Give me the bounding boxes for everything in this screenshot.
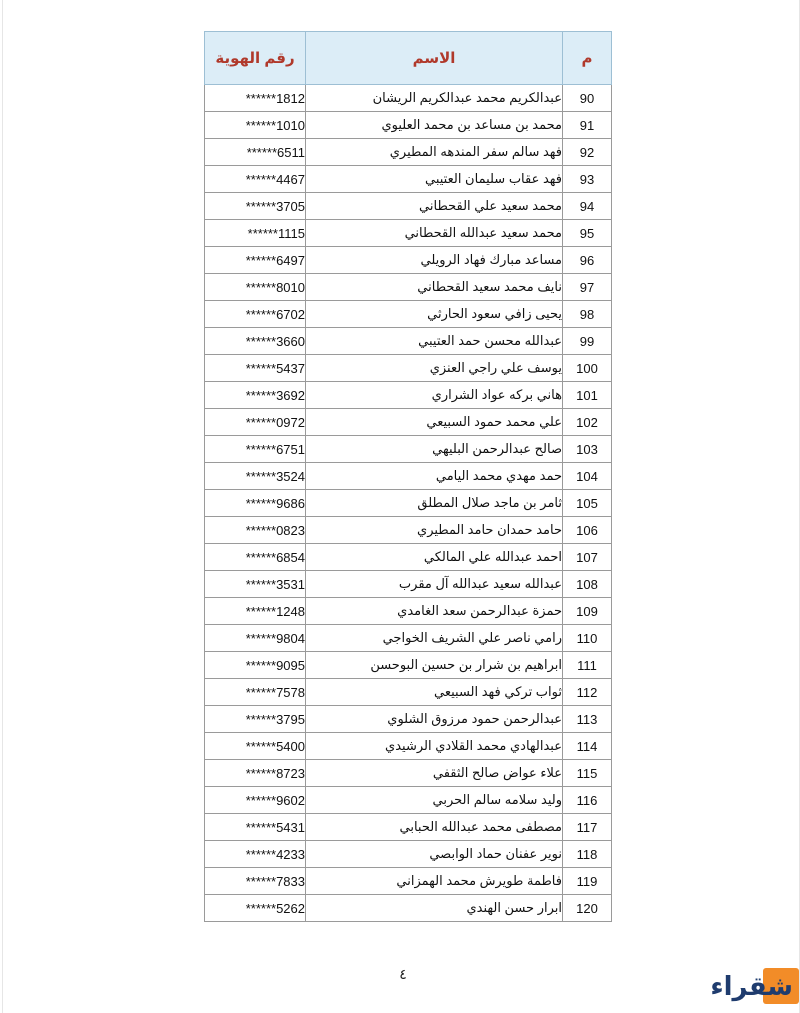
cell-number: 114 — [563, 733, 612, 760]
cell-id: ******3531 — [205, 571, 306, 598]
cell-name: علاء عواض صالح الثقفي — [306, 760, 563, 787]
table-row — [205, 544, 612, 571]
cell-id: ******0823 — [205, 517, 306, 544]
page-number: ٤ — [399, 966, 407, 982]
table-row — [205, 841, 612, 868]
cell-id: ******1812 — [205, 85, 306, 112]
cell-id: ******4467 — [205, 166, 306, 193]
table-row — [205, 409, 612, 436]
cell-name: محمد سعيد عبدالله القحطاني — [306, 220, 563, 247]
cell-number: 95 — [563, 220, 612, 247]
cell-id: ******3660 — [205, 328, 306, 355]
cell-id: ******1115 — [205, 220, 306, 247]
cell-number: 102 — [563, 409, 612, 436]
cell-id: ******6854 — [205, 544, 306, 571]
cell-name: عبدالرحمن حمود مرزوق الشلوي — [306, 706, 563, 733]
cell-number: 101 — [563, 382, 612, 409]
cell-number: 91 — [563, 112, 612, 139]
header-name: الاسم — [306, 32, 563, 85]
cell-id: ******9804 — [205, 625, 306, 652]
cell-name: عبدالهادي محمد القلادي الرشيدي — [306, 733, 563, 760]
cell-id: ******6702 — [205, 301, 306, 328]
cell-id: ******8723 — [205, 760, 306, 787]
cell-number: 97 — [563, 274, 612, 301]
cell-number: 113 — [563, 706, 612, 733]
cell-number: 104 — [563, 463, 612, 490]
cell-name: حمزة عبدالرحمن سعد الغامدي — [306, 598, 563, 625]
table-row — [205, 760, 612, 787]
cell-number: 100 — [563, 355, 612, 382]
cell-name: مساعد مبارك فهاد الرويلي — [306, 247, 563, 274]
logo-text: شقراء — [710, 972, 793, 1002]
cell-id: ******1010 — [205, 112, 306, 139]
cell-id: ******5431 — [205, 814, 306, 841]
table-row — [205, 571, 612, 598]
cell-name: محمد سعيد علي القحطاني — [306, 193, 563, 220]
cell-number: 99 — [563, 328, 612, 355]
cell-id: ******9602 — [205, 787, 306, 814]
cell-number: 105 — [563, 490, 612, 517]
table-row — [205, 436, 612, 463]
cell-id: ******3524 — [205, 463, 306, 490]
table-row — [205, 679, 612, 706]
cell-name: ابرار حسن الهندي — [306, 895, 563, 922]
cell-name: عبدالله محسن حمد العتيبي — [306, 328, 563, 355]
cell-number: 107 — [563, 544, 612, 571]
cell-number: 108 — [563, 571, 612, 598]
cell-number: 93 — [563, 166, 612, 193]
cell-number: 109 — [563, 598, 612, 625]
cell-name: عبدالكريم محمد عبدالكريم الريشان — [306, 85, 563, 112]
table-row — [205, 598, 612, 625]
cell-name: محمد بن مساعد بن محمد العليوي — [306, 112, 563, 139]
cell-number: 96 — [563, 247, 612, 274]
cell-id: ******8010 — [205, 274, 306, 301]
cell-id: ******5437 — [205, 355, 306, 382]
cell-name: احمد عبدالله علي المالكي — [306, 544, 563, 571]
cell-number: 112 — [563, 679, 612, 706]
cell-name: عبدالله سعيد عبدالله آل مقرب — [306, 571, 563, 598]
cell-number: 120 — [563, 895, 612, 922]
cell-name: نوير عفنان حماد الوابصي — [306, 841, 563, 868]
table-row — [205, 193, 612, 220]
cell-name: يوسف علي راجي العنزي — [306, 355, 563, 382]
table-row — [205, 112, 612, 139]
cell-id: ******6751 — [205, 436, 306, 463]
cell-id: ******4233 — [205, 841, 306, 868]
cell-name: حامد حمدان حامد المطيري — [306, 517, 563, 544]
cell-id: ******3692 — [205, 382, 306, 409]
cell-name: وليد سلامه سالم الحربي — [306, 787, 563, 814]
cell-id: ******9095 — [205, 652, 306, 679]
cell-number: 119 — [563, 868, 612, 895]
cell-id: ******7833 — [205, 868, 306, 895]
cell-name: علي محمد حمود السبيعي — [306, 409, 563, 436]
table-row — [205, 274, 612, 301]
cell-number: 118 — [563, 841, 612, 868]
cell-number: 98 — [563, 301, 612, 328]
cell-name: نايف محمد سعيد القحطاني — [306, 274, 563, 301]
cell-name: رامي ناصر علي الشريف الخواجي — [306, 625, 563, 652]
table-row — [205, 652, 612, 679]
document-page — [2, 0, 800, 1013]
cell-name: ابراهيم بن شرار بن حسين البوحسن — [306, 652, 563, 679]
table-row — [205, 463, 612, 490]
table-row — [205, 139, 612, 166]
cell-name: ثامر بن ماجد صلال المطلق — [306, 490, 563, 517]
table-row — [205, 328, 612, 355]
cell-number: 111 — [563, 652, 612, 679]
cell-id: ******5262 — [205, 895, 306, 922]
table-row — [205, 220, 612, 247]
table-row — [205, 733, 612, 760]
cell-number: 103 — [563, 436, 612, 463]
cell-id: ******3795 — [205, 706, 306, 733]
cell-id: ******6497 — [205, 247, 306, 274]
id-list-table — [204, 31, 612, 922]
cell-id: ******0972 — [205, 409, 306, 436]
cell-id: ******7578 — [205, 679, 306, 706]
cell-number: 94 — [563, 193, 612, 220]
table-row — [205, 382, 612, 409]
table-row — [205, 85, 612, 112]
cell-name: حمد مهدي محمد اليامي — [306, 463, 563, 490]
cell-name: فاطمة طويرش محمد الهمزاني — [306, 868, 563, 895]
cell-number: 92 — [563, 139, 612, 166]
cell-name: فهد سالم سفر المندهه المطيري — [306, 139, 563, 166]
table-row — [205, 517, 612, 544]
table-row — [205, 787, 612, 814]
cell-id: ******5400 — [205, 733, 306, 760]
table-row — [205, 814, 612, 841]
cell-name: مصطفى محمد عبدالله الحبابي — [306, 814, 563, 841]
cell-number: 116 — [563, 787, 612, 814]
cell-name: يحيى زافي سعود الحارثي — [306, 301, 563, 328]
table-row — [205, 247, 612, 274]
cell-id: ******1248 — [205, 598, 306, 625]
table-row — [205, 301, 612, 328]
cell-number: 115 — [563, 760, 612, 787]
site-logo — [710, 968, 799, 1008]
table-row — [205, 625, 612, 652]
cell-number: 110 — [563, 625, 612, 652]
header-id: رقم الهوية — [205, 32, 306, 85]
cell-name: صالح عبدالرحمن البليهي — [306, 436, 563, 463]
cell-id: ******6511 — [205, 139, 306, 166]
table-row — [205, 490, 612, 517]
cell-number: 90 — [563, 85, 612, 112]
header-number: م — [563, 32, 612, 85]
cell-name: هاني بركه عواد الشراري — [306, 382, 563, 409]
cell-number: 106 — [563, 517, 612, 544]
cell-number: 117 — [563, 814, 612, 841]
table-row — [205, 355, 612, 382]
table-header-row — [205, 32, 612, 85]
table-row — [205, 895, 612, 922]
table-row — [205, 706, 612, 733]
table-row — [205, 868, 612, 895]
cell-id: ******9686 — [205, 490, 306, 517]
cell-name: ثواب تركي فهد السبيعي — [306, 679, 563, 706]
cell-id: ******3705 — [205, 193, 306, 220]
cell-name: فهد عقاب سليمان العتيبي — [306, 166, 563, 193]
table-row — [205, 166, 612, 193]
